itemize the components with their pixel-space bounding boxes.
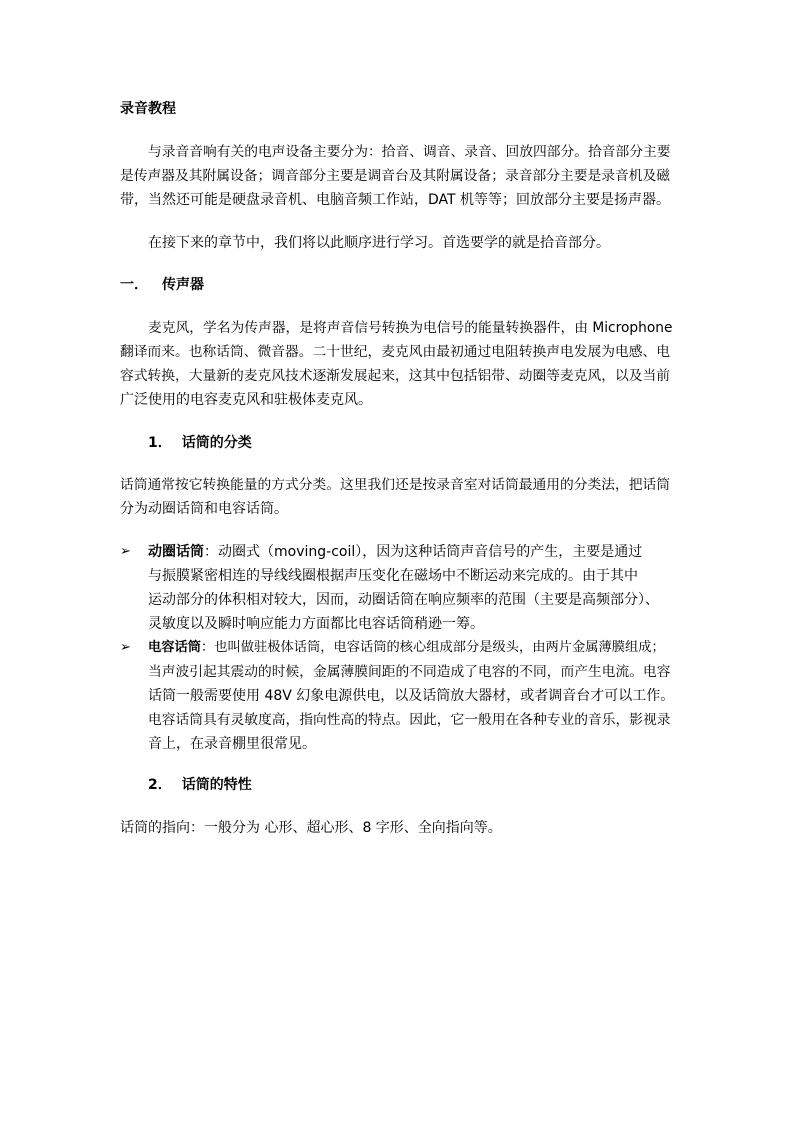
bullet1-line-1: [148, 540, 673, 564]
bullet1-line-2: 与振膜紧密相连的导线线圈根据声压变化在磁场中不断运动来完成的。由于其中: [148, 568, 638, 584]
section1-line-1: 麦克风，学名为传声器，是将声音信号转换为电信号的能量转换器件，由 Microphone: [148, 320, 673, 336]
section1-line-4: 广泛使用的电容麦克风和驻极体麦克风。: [120, 392, 372, 408]
section1-heading: [120, 273, 204, 297]
sub2-title: 话筒的特性: [181, 777, 252, 793]
sub1-number: 1．: [148, 435, 172, 451]
bullet2-line-3: 话筒一般需要使用 48V 幻象电源供电，以及话筒放大器材，或者调音台才可以工作。: [148, 688, 675, 704]
bullet2-line-5: 音上，在录音棚里很常见。: [148, 736, 316, 752]
sub1-heading: [148, 431, 252, 455]
section1-line-3: 容式转换，大量新的麦克风技术逐渐发展起来，这其中包括铝带、动圈等麦克风，以及当前: [120, 368, 671, 384]
bullet1-term: 动圈话筒: [148, 544, 204, 560]
bullet2-line-4: 电容话筒具有灵敏度高，指向性高的特点。因此，它一般用在各种专业的音乐，影视录: [148, 712, 671, 728]
sub2-heading: [148, 773, 252, 797]
section1-line-2: 翻译而来。也称话筒、微音器。二十世纪，麦克风由最初通过电阻转换声电发展为电感、电: [120, 344, 671, 360]
document-title: 录音教程: [120, 101, 176, 117]
intro-line-2: 是传声器及其附属设备；调音部分主要是调音台及其附属设备；录音部分主要是录音机及磁: [120, 168, 671, 184]
bullet1-text-1: ：动圈式（moving-coil），因为这种话筒声音信号的产生，主要是通过: [204, 544, 643, 560]
bullet-marker-1: ➢: [120, 544, 131, 559]
order-paragraph: 在接下来的章节中，我们将以此顺序进行学习。首选要学的就是拾音部分。: [148, 235, 610, 251]
bullet2-text-1: ：也叫做驻极体话筒，电容话筒的核心组成部分是级头，由两片金属薄膜组成；: [201, 640, 665, 655]
section1-title: 传声器: [162, 277, 204, 293]
bullet1-line-4: 灵敏度以及瞬时响应能力方面都比电容话筒稍逊一筹。: [148, 616, 484, 632]
intro-line-3: 带，当然还可能是硬盘录音机、电脑音频工作站，DAT 机等等；回放部分主要是扬声器。: [120, 192, 671, 208]
bullet1-line-3: 运动部分的体积相对较大，因而，动圈话筒在响应频率的范围（主要是高频部分）、: [148, 592, 659, 608]
bullet-marker-2: ➢: [120, 640, 131, 655]
sub1-line-1: 话筒通常按它转换能量的方式分类。这里我们还是按录音室对话筒最通用的分类法，把话筒: [120, 477, 671, 493]
bullet2-line-2: 当声波引起其震动的时候，金属薄膜间距的不同造成了电容的不同，而产生电流。电容: [148, 664, 671, 680]
sub2-line-1: 话筒的指向：一般分为 心形、超心形、8 字形、全向指向等。: [120, 820, 502, 836]
intro-line-1: 与录音音响有关的电声设备主要分为：拾音、调音、录音、回放四部分。拾音部分主要: [148, 144, 671, 160]
bullet2-term: 电容话筒: [148, 640, 202, 655]
bullet2-line-1: [148, 636, 673, 660]
sub1-line-2: 分为动圈话筒和电容话筒。: [120, 501, 288, 517]
sub1-title: 话筒的分类: [181, 435, 252, 451]
sub2-number: 2．: [148, 777, 172, 793]
section1-number: 一．: [120, 277, 148, 293]
